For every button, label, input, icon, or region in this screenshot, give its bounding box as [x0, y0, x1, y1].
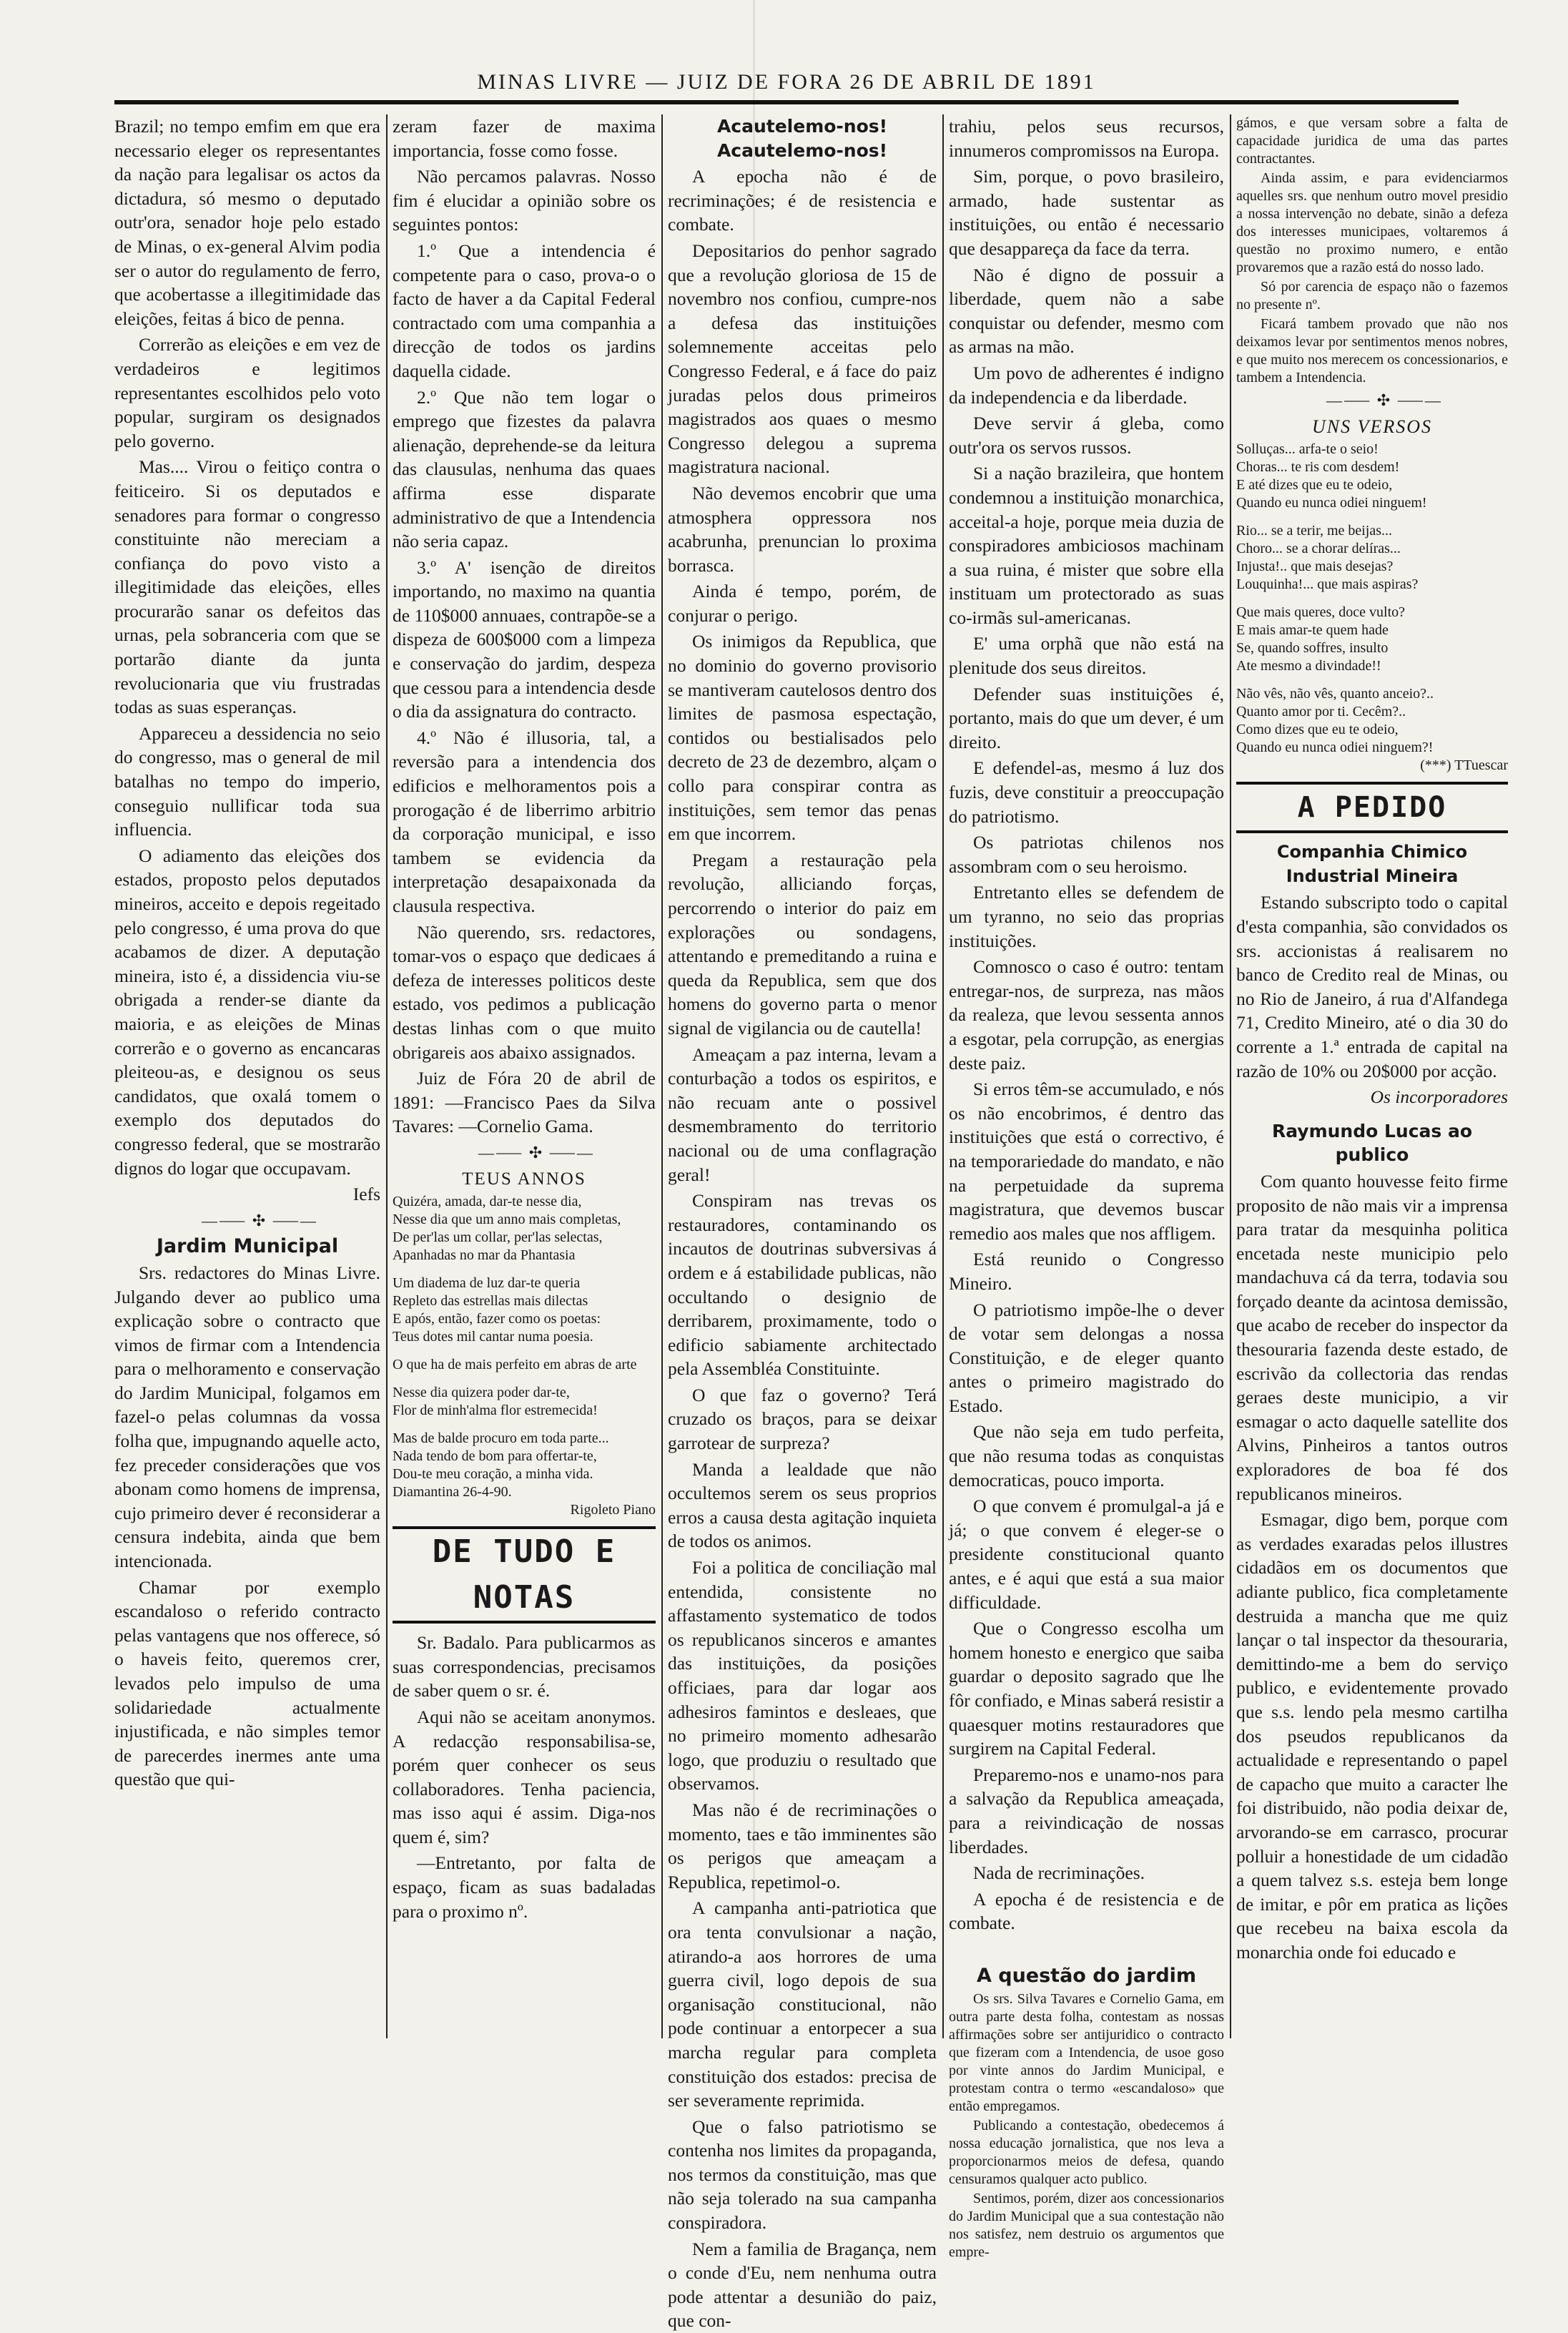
paragraph: Publicando a contestação, obedecemos á nossa educação jornalistica, que nos leva a proporcionarmos meios de defesa, quando censuramos qualquer acto publico. — [949, 2117, 1224, 2187]
paragraph: Que o falso patriotismo se contenha nos limites da propaganda, nos termos da constituição, mas que não seja tolerado na sua campanha conspiradora. — [668, 2116, 937, 2234]
paragraph: Chamar por exemplo escandaloso o referido contracto pelas vantagens que nos offerece, só o haveis feito, queremos crer, levados pelo impulso de uma solidariedade actualmente injustificada, e não simples temor de parecerdes inermes ante uma questão que qui- — [114, 1576, 380, 1790]
paragraph: Aqui não se aceitam anonymos. A redacção responsabilisa-se, porém quer conhecer os seus collaboradores. Tenha paciencia, mas isso aqui é assim. Diga-nos quem é, sim? — [393, 1706, 656, 1847]
paragraph: O que convem é promulgal-a já e já; o que convem é eleger-se o presidente constitucional quanto antes, e é aqui que está a sua maior difficuldade. — [949, 1495, 1224, 1613]
paragraph: Comnosco o caso é outro: tentam entregar-nos, de surpreza, nas mãos da realeza, que levou sessenta annos a esgotar, pela corrupção, as energias deste paiz. — [949, 956, 1224, 1074]
paragraph: Sim, porque, o povo brasileiro, armado, hade sustentar as instituições, ou então é necessario que desappareça da face da terra. — [949, 166, 1224, 259]
paragraph: Si a nação brazileira, que hontem condemnou a instituição monarchica, acceital-a hoje, porque meia duzia de conspiradores ambiciosos machinam a sua ruina, é mister que sobre ella instituam um protectorado as suas co-irmãs sul-americanas. — [949, 463, 1224, 628]
poem-title: TEUS ANNOS — [462, 1169, 586, 1189]
stanza-gap — [1236, 675, 1508, 685]
paragraph: Depositarios do penhor sagrado que a revolução gloriosa de 15 de novembro nos confiou, cumpre-nos a defesa das instituições solemnemente acceitas pelo Congresso Federal, e á face do paiz juradas pelos dous primeiros magistrados aos quaes o mesmo Congresso delegou a suprema magistratura nacional. — [668, 240, 937, 478]
paragraph: Ficará tambem provado que não nos deixamos levar por sentimentos menos nobres, e que muito nos merecem os concessionarios, e tambem a Intendencia. — [1236, 316, 1508, 385]
column-divider — [386, 114, 388, 2038]
paragraph: Não devemos encobrir que uma atmosphera oppressora nos acabrunha, prenuncian lo proxima borrasca. — [668, 482, 937, 576]
paragraph: trahiu, pelos seus recursos, innumeros compromissos na Europa. — [949, 116, 1224, 161]
stanza-gap — [393, 1346, 656, 1356]
paragraph: Esmagar, digo bem, porque com as verdades exaradas pelos illustres cidadãos em os documentos que adiante publico, fica completamente destruida a mancha que me quiz lançar o tal inspector da thesouraria, demittindo-me a bem do serviço publico, e evidentemente provado que s.s. lendo pela mesmo cartilha dos pseudos republicanos da actualidade e representando o papel de capacho que muito a caracter lhe foi distribuido, não podia deixar de, arvorando-se em carrasco, procurar polluir a honestidade de um cidadão a quem talvez s.s. esteja bem longe de imitar, e pôr em pratica as lições que recebeu na baixa escola da monarchia onde foi educado e — [1236, 1509, 1508, 1963]
poem-line: De per'las um collar, per'las selectas, — [393, 1229, 603, 1246]
poem-line: Quando eu nunca odiei ninguem?! — [1236, 740, 1434, 756]
column-divider — [1230, 114, 1231, 2038]
stanza-gap — [393, 1264, 656, 1274]
poem-signature: (***) TTuescar — [1420, 757, 1508, 774]
paragraph: Está reunido o Congresso Mineiro. — [949, 1249, 1224, 1294]
stanza-gap — [393, 1374, 656, 1384]
poem-line: Não vês, não vês, quanto anceio?.. — [1236, 686, 1434, 702]
stanza-gap — [1236, 512, 1508, 522]
poem-line: Mas de balde procuro em toda parte... — [393, 1430, 609, 1447]
article-heading: Companhia Chimico Industrial Mineira — [1276, 842, 1468, 886]
paragraph: E defendel-as, mesmo á luz dos fuzis, deve constituir a preoccupação do patriotismo. — [949, 757, 1224, 827]
paragraph: E' uma orphã que não está na plenitude dos seus direitos. — [949, 633, 1224, 679]
stanza-gap — [1236, 594, 1508, 604]
paragraph: Conspiram nas trevas os restauradores, contaminando os incautos de doutrinas subversivas á ordem e á estabilidade publicas, não occultando o designio de derribarem, proximamente, todo o edificio sabiamente architectado pela Assembléa Constituinte. — [668, 1190, 937, 1380]
paragraph: A campanha anti-patriotica que ora tenta convulsionar a nação, atirando-a aos horrores de uma guerra civil, logo depois de sua organisação constitucional, não pode continuar a entorpecer a sua marcha regular para completa constituição dos estados: precisa de ser severamente reprimida. — [668, 1897, 937, 2111]
column-3 — [668, 114, 937, 2332]
paragraph: Um povo de adherentes é indigno da independencia e da liberdade. — [949, 362, 1224, 408]
paragraph: Ameaçam a paz interna, levam a conturbação a todos os espiritos, e não recuam ante o possivel desmembramento do territorio nacional ou de uma conflagração geral! — [668, 1043, 937, 1185]
poem-line: E mais amar-te quem hade — [1236, 622, 1389, 639]
paragraph: zeram fazer de maxima importancia, fosse como fosse. — [393, 116, 656, 161]
poem — [1236, 441, 1508, 757]
poem-line: E até dizes que eu te odeio, — [1236, 477, 1393, 493]
paragraph: O adiamento das eleições dos estados, proposto pelos deputados mineiros, acceito e depois regeitado pelo congresso, é uma prova do que acabamos de dizer. A deputação mineira, isto é, a dissidencia viu-se obrigada a render-se diante da maioria, e as eleições de Minas correrão e o governo as encancaras pleiteou-as, e designou os seus candidatos, que oxalá tomem o exemplo dos deputados do congresso federal, que se mostrarão dignos do logar que occupavam. — [114, 845, 380, 1179]
paragraph: Os inimigos da Republica, que no dominio do governo provisorio se mantiveram cautelosos dentro dos limites de pasmosa espectação, contidos ou bestialisados pelo decreto de 23 de dezembro, alçam o collo para conspirar contra as instituições, sem temor das penas em que incorrem. — [668, 631, 937, 845]
paragraph: Juiz de Fóra 20 de abril de 1891: —Francisco Paes da Silva Tavares: —Cornelio Gama. — [393, 1068, 656, 1137]
paragraph: Não querendo, srs. redactores, tomar-vos o espaço que dedicaes á defeza de interesses politicos deste estado, vos pedimos a publicação destas linhas com o que muito obrigareis aos abaixo assignados. — [393, 921, 656, 1063]
poem-line: Repleto das estrellas mais dilectas — [393, 1293, 588, 1310]
paragraph: Não é digno de possuir a liberdade, quem não a sabe conquistar ou defender, mesmo com as armas na mão. — [949, 264, 1224, 358]
paragraph: Os srs. Silva Tavares e Cornelio Gama, em outra parte desta folha, contestam as nossas affirmações sobre ser antijuridico o contracto que fizeram com a Intendencia, de usoe goso por vinte annos do Jardim Municipal, e protestam contra o termo «escandaloso» que então empregamos. — [949, 1990, 1224, 2114]
paragraph: Mas.... Virou o feitiço contra o feiticeiro. Si os deputados e senadores para formar o congresso constituinte não mereciam a confiança do povo visto a illegitimidade das eleições, elles procurarão sanar os defeitos das urnas, pela sobranceria com que se portarão diante da junta revolucionaria que viu frustradas todas as suas esperanças. — [114, 456, 380, 718]
poem-line: Nada tendo de bom para offertar-te, — [393, 1448, 597, 1465]
paragraph: Estando subscripto todo o capital d'esta companhia, são convidados os srs. accionistas á realisarem no banco de Credito real de Minas, ou no Rio de Janeiro, á rua d'Alfandega 71, Credito Mineiro, até o dia 30 do corrente a 1.ª entrada de capital na razão de 10% ou 20$000 por acção. — [1236, 892, 1508, 1081]
poem-line: Quanto amor por ti. Cecêm?.. — [1236, 704, 1406, 720]
paragraph: 2.º Que não tem logar o emprego que fizestes da palavra alienação, deprehende-se da leitura das clausulas, nenhuma das quaes affirma esse disparate administrativo de que a Intendencia não seria capaz. — [393, 386, 656, 552]
paragraph: Appareceu a dessidencia no seio do congresso, mas o general de mil batalhas no tempo do imperio, conseguio nullificar toda sua influencia. — [114, 722, 380, 840]
poem-line: Teus dotes mil cantar numa poesia. — [393, 1329, 593, 1345]
article-heading: Jardim Municipal — [156, 1235, 339, 1258]
ornament-divider: —⸺ ✣ ⸺— — [202, 1211, 317, 1229]
poem-line: Choras... te ris com desdem! — [1236, 459, 1400, 476]
column-divider — [661, 114, 663, 2038]
paragraph: Os patriotas chilenos nos assombram com o seu heroismo. — [949, 832, 1224, 877]
stanza-gap — [393, 1420, 656, 1430]
signature: Iefs — [352, 1184, 380, 1205]
article-heading: Raymundo Lucas ao publico — [1271, 1120, 1473, 1166]
ornament-divider: —⸺ ✣ ⸺— — [478, 1143, 594, 1161]
paragraph: Que o Congresso escolha um homem honesto e energico que saiba guardar o deposito sagrado que lhe fôr confiado, e Minas saberá resistir a quaesquer motins restauradores que surgirem na Capital Federal. — [949, 1618, 1224, 1759]
paragraph: O que faz o governo? Terá cruzado os braços, para se deixar garrotear de surpreza? — [668, 1384, 937, 1454]
paragraph: Deve servir á gleba, como outr'ora os servos russos. — [949, 413, 1224, 458]
poem-line: Um diadema de luz dar-te queria — [393, 1275, 581, 1292]
section-heading: DE TUDO E NOTAS — [393, 1526, 656, 1624]
paragraph: Mas não é de recriminações o momento, taes e tão imminentes são os perigos que ameaçam a Republica, repetimol-o. — [668, 1799, 937, 1892]
paragraph: O patriotismo impõe-lhe o dever de votar sem delongas a nossa Constituição, e de eleger quanto antes o primeiro magistrado do Estado. — [949, 1299, 1224, 1416]
paragraph: Si erros têm-se accumulado, e nós os não encobrimos, é dentro das instituições que está o correctivo, é na temporariedade do mandato, e não na perpetuidade da suprema magistratura, que devemos buscar remedio aos males que nos affligem. — [949, 1079, 1224, 1244]
poem-line: Ate mesmo a divindade!! — [1236, 658, 1381, 674]
article-heading: Acautelemo-nos! Acautelemo-nos! — [716, 116, 888, 161]
poem-line: Injusta!.. que mais desejas? — [1236, 559, 1394, 575]
column-2 — [393, 114, 656, 2031]
paragraph: Não percamos palavras. Nosso fim é elucidar a opinião sobre os seguintes pontos: — [393, 166, 656, 235]
poem-line: E após, então, fazer como os poetas: — [393, 1311, 601, 1327]
paragraph: Foi a politica de conciliação mal entendida, consistente no affastamento systematico de todos os republicanos sinceros e amantes das instituições, da posições officiaes, para dar logar aos adhesiros famintos e desleaes, que no primeiro momento adhesarão logo, que produziu o resultado que observamos. — [668, 1557, 937, 1794]
poem-line: Flor de minh'alma flor estremecida! — [393, 1403, 598, 1419]
paragraph: —Entretanto, por falta de espaço, ficam as suas badaladas para o proximo nº. — [393, 1852, 656, 1922]
paragraph: Sentimos, porém, dizer aos concessionarios do Jardim Municipal que a sua contestação não nos satisfez, nem destruio os argumentos que empre- — [949, 2190, 1224, 2260]
paragraph: 4.º Não é illusoria, tal, a reversão para a intendencia dos edificios e melhoramentos pois a prorogação é de liberrimo arbitrio da corporação municipal, e isso tambem se evidencia da interpretação desapaixonada da clausula respectiva. — [393, 727, 656, 916]
paragraph: Correrão as eleições e em vez de verdadeiros e legitimos representantes escolhidos pelo voto popular, surgiram os designados pelo governo. — [114, 334, 380, 451]
poem-line: Quizéra, amada, dar-te nesse dia, — [393, 1194, 582, 1210]
poem-line: Que mais queres, doce vulto? — [1236, 604, 1406, 621]
signature: Os incorporadores — [1370, 1086, 1508, 1108]
paragraph: Sr. Badalo. Para publicarmos as suas correspondencias, precisamos de saber quem o sr. é. — [393, 1632, 656, 1701]
poem-line: Se, quando soffres, insulto — [1236, 640, 1389, 657]
poem-line: Apanhadas no mar da Phantasia — [393, 1247, 576, 1264]
paragraph: Que não seja em tudo perfeita, que não resuma todas as conquistas democraticas, pouco importa. — [949, 1421, 1224, 1490]
poem-line: Nesse dia que um anno mais completas, — [393, 1212, 621, 1228]
paragraph: gámos, e que versam sobre a falta de capacidade juridica de uma das partes contractantes. — [1236, 115, 1508, 167]
paragraph: Ainda é tempo, porém, de conjurar o perigo. — [668, 581, 937, 626]
poem-line: Solluças... arfa-te o seio! — [1236, 441, 1379, 458]
poem-line: Choro... se a chorar delíras... — [1236, 541, 1401, 557]
poem-line: Diamantina 26-4-90. — [393, 1484, 512, 1501]
poem-title: UNS VERSOS — [1311, 416, 1433, 437]
paragraph: Nem a familia de Bragança, nem o conde d'Eu, nem nenhuma outra pode attentar a desunião do paiz, que con- — [668, 2238, 937, 2332]
paragraph: Srs. redactores do Minas Livre. Julgando dever ao publico uma explicação sobre o contracto que vimos de firmar com a Intendencia para o melhoramento e conservação do Jardim Municipal, folgamos em fazel-o pelas columnas da vossa folha que, impugnando aquelle acto, fez preceder considerações que vos abonam como homens de imprensa, cujo primeiro dever é reconsiderar a censura indebita, ainda que bem intencionada. — [114, 1262, 380, 1572]
paragraph: Ainda assim, e para evidenciarmos aquelles srs. que nenhum outro movel presidio a nossa intervenção no debate, sinão a defeza dos interesses municipaes, voltaremos á questão no proximo numero, e então provaremos que a razão está do nosso lado. — [1236, 170, 1508, 275]
poem-line: O que ha de mais perfeito em abras de arte — [393, 1357, 637, 1373]
paragraph: Brazil; no tempo emfim em que era necessario eleger os representantes da nação para legalisar os actos da dictadura, só mesmo o deputado outr'ora, senador hoje pelo estado de Minas, o ex-general Alvim podia ser o autor do regulamento de ferro, que acobertasse a illegitimidade das eleições, feitas á bico de penna. — [114, 116, 380, 329]
paragraph: Só por carencia de espaço não o fazemos no presente nº. — [1236, 279, 1508, 313]
paragraph: 3.º A' isenção de direitos importando, no maximo na quantia de 110$000 annuaes, contrapõe-se a dispeza de 600$000 com a limpeza e conservação do jardim, despeza que cessou para a intendencia desde o dia da assignatura do contracto. — [393, 556, 656, 722]
poem-line: Louquinha!... que mais aspiras? — [1236, 576, 1419, 593]
paragraph: Pregam a restauração pela revolução, alliciando forças, percorrendo o interior do paiz em explorações ou sondagens, attentando e premeditando a ruina e queda da Republica, sem que dos homens do governo parta o menor signal de vigilancia ou de cautella! — [668, 849, 937, 1038]
poem-line: Quando eu nunca odiei ninguem! — [1236, 495, 1427, 511]
paragraph: A epocha é de resistencia e de combate. — [949, 1888, 1224, 1934]
paragraph: A epocha não é de recriminações; é de resistencia e combate. — [668, 166, 937, 235]
poem — [393, 1193, 656, 1501]
article-heading: A questão do jardim — [976, 1964, 1197, 1987]
paragraph: Com quanto houvesse feito firme proposito de não mais vir a imprensa para tratar da mesquinha politica encetada neste municipio pelo mandachuva cá da terra, todavia sou forçado deante da acintosa demissão, que acabo de receber do inspector da thesouraria fazenda deste estado, de escrivão da collectoria das rendas geraes deste municipio, a vir esmagar o acto daquelle satellite dos Alvins, Pinheiros a tantos outros exploradores de boa fé dos republicanos mineiros. — [1236, 1170, 1508, 1504]
poem-line: Dou-te meu coração, a minha vida. — [393, 1466, 593, 1483]
paragraph: 1.º Que a intendencia é competente para o caso, prova-o o facto de haver a da Capital Federal contractado com uma companhia a direcção de todos os jardins daquella cidade. — [393, 240, 656, 381]
column-divider — [942, 114, 944, 2038]
poem-line: Como dizes que eu te odeio, — [1236, 722, 1399, 738]
column-4 — [949, 114, 1224, 2260]
section-heading: A PEDIDO — [1236, 782, 1508, 833]
paragraph: Defender suas instituições é, portanto, mais do que um dever, é um direito. — [949, 683, 1224, 752]
paragraph: Preparemo-nos e unamo-nos para a salvação da Republica ameaçada, para a reivindicação de nossas liberdades. — [949, 1764, 1224, 1857]
page-masthead: MINAS LIVRE — JUIZ DE FORA 26 DE ABRIL DE 1891 — [477, 70, 1096, 94]
ornament-divider: —⸺ ✣ ⸺— — [1326, 391, 1442, 409]
paper-fold-line — [753, 0, 755, 2053]
poem-signature: Rigoleto Piano — [570, 1502, 656, 1518]
paragraph: Nada de recriminações. — [973, 1862, 1145, 1884]
poem-line: Rio... se a terir, me beijas... — [1236, 523, 1393, 539]
poem-line: Nesse dia quizera poder dar-te, — [393, 1385, 570, 1401]
column-1 — [114, 114, 380, 2031]
top-rule — [114, 100, 1459, 104]
column-5 — [1236, 114, 1508, 2031]
paragraph: Manda a lealdade que não occultemos serem os seus proprios erros a causa desta agitação inquieta de todos os animos. — [668, 1458, 937, 1552]
paragraph: Entretanto elles se defendem de um tyranno, no seio das proprias instituições. — [949, 882, 1224, 951]
